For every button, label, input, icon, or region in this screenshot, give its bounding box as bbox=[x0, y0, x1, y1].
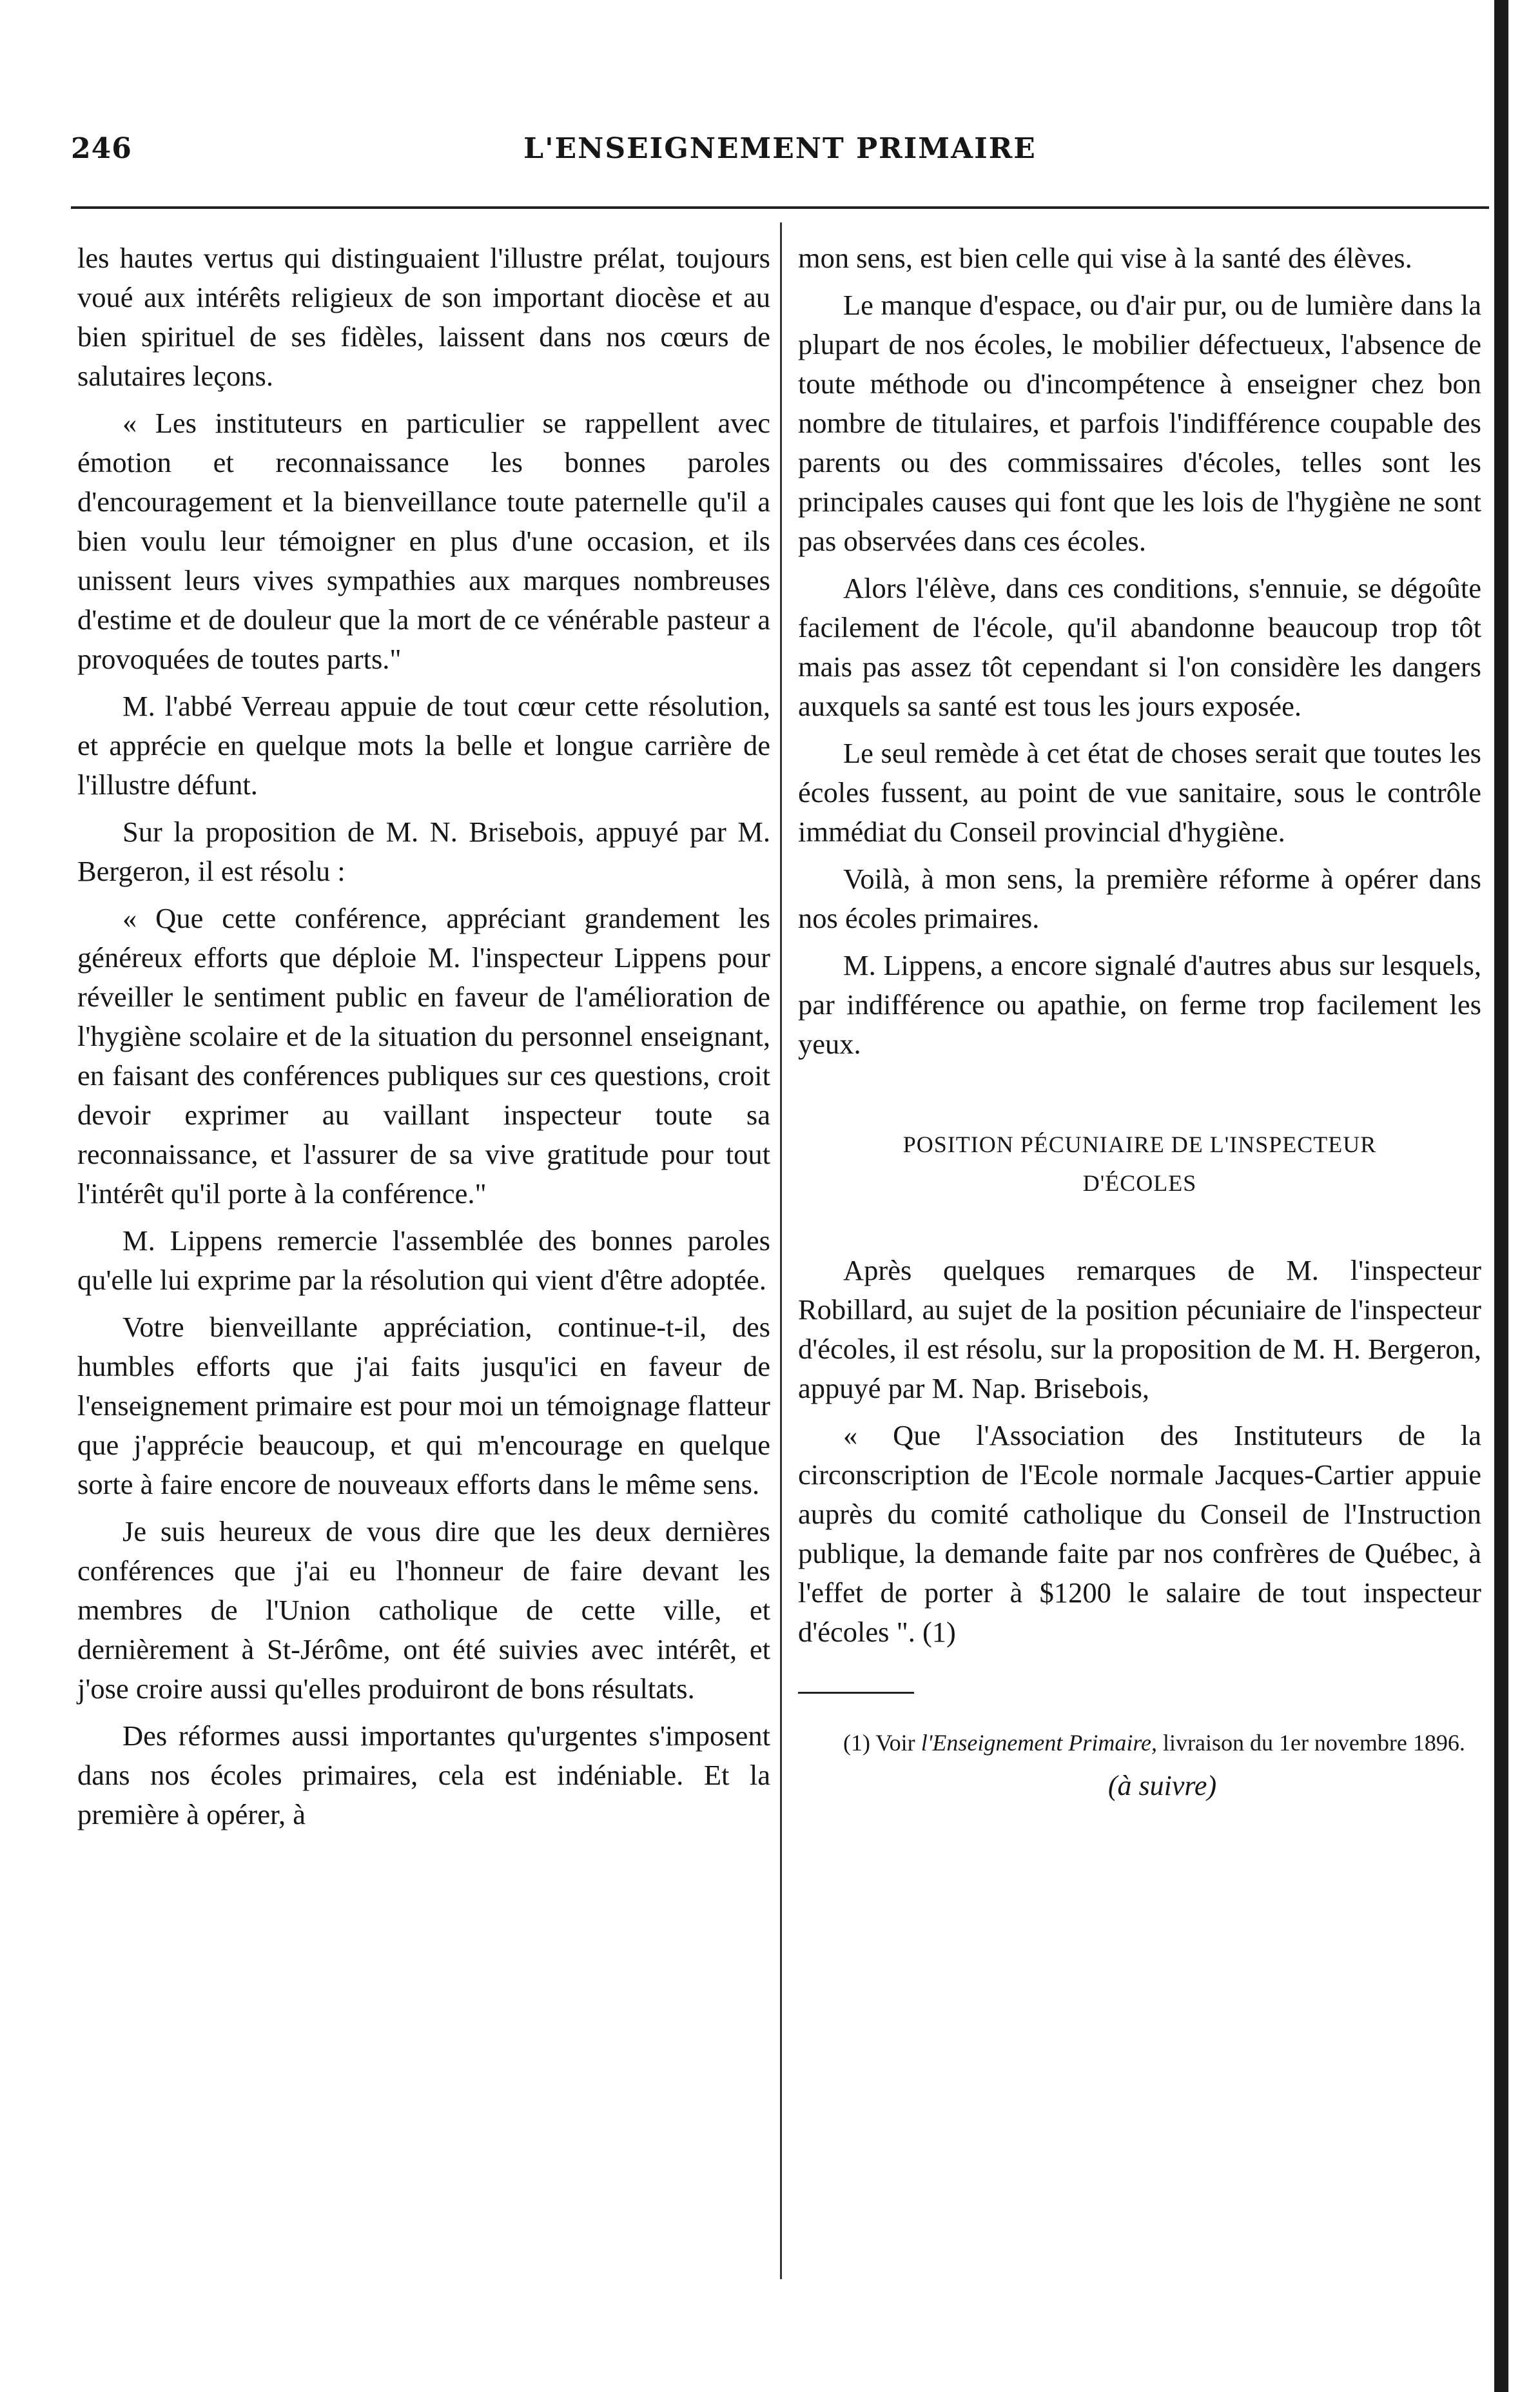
paragraph: M. Lippens, a encore signalé d'autres abus sur lesquels, par indifférence ou apathie, on ferme trop facilement les yeux. bbox=[798, 949, 1481, 1060]
column-divider bbox=[780, 222, 782, 2279]
paragraph: Des réformes aussi importantes qu'urgentes s'imposent dans nos écoles primaires, cela est indéniable. Et la première à opérer, à bbox=[77, 1720, 770, 1830]
footnote bbox=[798, 1727, 1481, 1758]
footnote-text: (1) Voir bbox=[843, 1730, 921, 1756]
footnote-rule bbox=[798, 1692, 914, 1694]
paragraph: « Que l'Association des Instituteurs de la circonscription de l'Ecole normale Jacques-Cartier appuie auprès du comité catholique du Conseil de l'Instruction publique, la demande faite par nos confrères de Québec, à l'effet de porter à $1200 le salaire de tout inspecteur d'écoles ". (1) bbox=[798, 1419, 1481, 1648]
right-column bbox=[798, 239, 1481, 1813]
paragraph: « Les instituteurs en particulier se rappellent avec émotion et reconnaissance les bonnes paroles d'encouragement et la bienveillance toute paternelle qu'il a bien voulu leur témoigner en plus d'une occasion, et ils unissent leurs vives sympathies aux marques nombreuses d'estime et de douleur que la mort de ce vénérable pasteur a provoquées de toutes parts." bbox=[77, 407, 770, 675]
paragraph: Alors l'élève, dans ces conditions, s'ennuie, se dégoûte facilement de l'école, qu'il abandonne beaucoup trop tôt mais pas assez tôt cependant si l'on considère les dangers auxquels sa santé est tous les jours exposée. bbox=[798, 572, 1481, 722]
header-rule bbox=[71, 206, 1489, 209]
section-heading bbox=[798, 1125, 1481, 1202]
paragraph: Votre bienveillante appréciation, continue-t-il, des humbles efforts que j'ai faits jusqu'ici en faveur de l'enseignement primaire est pour moi un témoignage flatteur que j'apprécie beaucoup, et qui m'encourage en quelque sorte à faire encore de nouveaux efforts dans le même sens. bbox=[77, 1311, 770, 1500]
footnote-journal-title: l'Enseignement Primaire, bbox=[921, 1730, 1157, 1756]
paragraph: Voilà, à mon sens, la première réforme à opérer dans nos écoles primaires. bbox=[798, 863, 1481, 934]
page-edge-shadow bbox=[1494, 0, 1508, 2392]
paragraph: « Que cette conférence, appréciant grandement les généreux efforts que déploie M. l'inspecteur Lippens pour réveiller le sentiment public en faveur de l'amélioration de l'hygiène scolaire et de la situation du personnel enseignant, en faisant des conférences publiques sur ces questions, croit devoir exprimer au vaillant inspecteur toute sa reconnaissance, et l'assurer de sa vive gratitude pour tout l'intérêt qu'il porte à la conférence." bbox=[77, 902, 770, 1210]
paragraph: Sur la proposition de M. N. Brisebois, appuyé par M. Bergeron, il est résolu : bbox=[77, 816, 770, 887]
paragraph: Après quelques remarques de M. l'inspecteur Robillard, au sujet de la position pécuniaire de l'inspecteur d'écoles, il est résolu, sur la proposition de M. H. Bergeron, appuyé par M. Nap. Brisebois, bbox=[798, 1254, 1481, 1404]
paragraph: les hautes vertus qui distinguaient l'illustre prélat, toujours voué aux intérêts religieux de son important diocèse et au bien spirituel de ses fidèles, laissent dans nos cœurs de salutaires leçons. bbox=[77, 242, 770, 392]
section-heading-line: D'ÉCOLES bbox=[1082, 1170, 1197, 1196]
running-title: L'ENSEIGNEMENT PRIMAIRE bbox=[523, 132, 1037, 165]
footnote-text: livraison du 1er novembre 1896. bbox=[1156, 1730, 1465, 1756]
continued-label: (à suivre) bbox=[1107, 1770, 1217, 1801]
paragraph: M. Lippens remercie l'assemblée des bonnes paroles qu'elle lui exprime par la résolution qui vient d'être adoptée. bbox=[77, 1224, 770, 1296]
paragraph: Je suis heureux de vous dire que les deux dernières conférences que j'ai eu l'honneur de faire devant les membres de l'Union catholique de cette ville, et dernièrement à St-Jérôme, ont été suivies avec intérêt, et j'ose croire aussi qu'elles produiront de bons résultats. bbox=[77, 1515, 770, 1705]
section-heading-line: POSITION PÉCUNIAIRE DE L'INSPECTEUR bbox=[902, 1132, 1377, 1157]
paragraph: M. l'abbé Verreau appuie de tout cœur cette résolution, et apprécie en quelque mots la belle et longue carrière de l'illustre défunt. bbox=[77, 690, 770, 801]
paragraph: Le manque d'espace, ou d'air pur, ou de lumière dans la plupart de nos écoles, le mobilier défectueux, l'absence de toute méthode ou d'incompétence à enseigner chez bon nombre de titulaires, et parfois l'indifférence coupable des parents ou des commissaires d'écoles, telles sont les principales causes qui font que les lois de l'hygiène ne sont pas observées dans ces écoles. bbox=[798, 289, 1481, 557]
paragraph: mon sens, est bien celle qui vise à la santé des élèves. bbox=[798, 242, 1412, 274]
page-header bbox=[71, 132, 1489, 171]
page-number: 246 bbox=[71, 132, 132, 165]
left-column bbox=[77, 239, 770, 1842]
paragraph: Le seul remède à cet état de choses serait que toutes les écoles fussent, au point de vue sanitaire, sous le contrôle immédiat du Conseil provincial d'hygiène. bbox=[798, 737, 1481, 848]
